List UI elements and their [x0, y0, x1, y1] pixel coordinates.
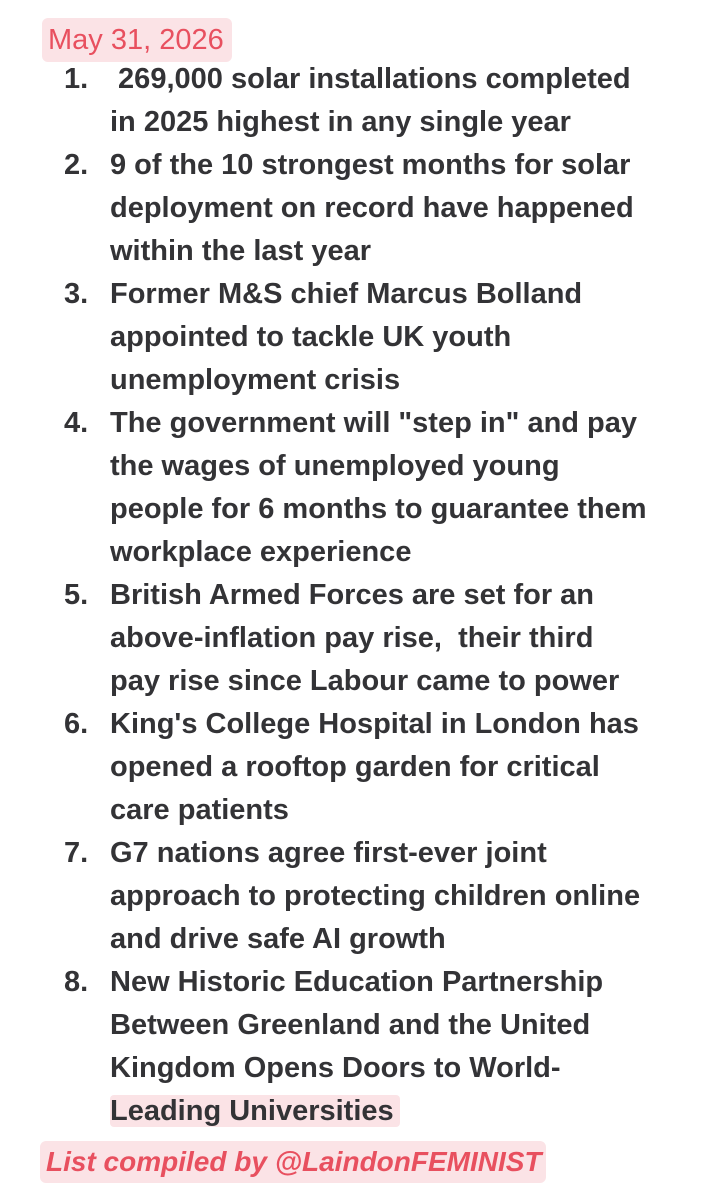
item-text	[110, 703, 700, 832]
list-item	[0, 703, 721, 832]
item-line	[110, 1090, 700, 1133]
item-line: above-inflation pay rise, their third	[110, 622, 594, 654]
item-line: New Historic Education Partnership	[110, 966, 604, 998]
item-text	[110, 402, 700, 574]
item-line: 9 of the 10 strongest months for solar	[110, 149, 631, 181]
date-heading: May 31, 2026	[42, 18, 232, 62]
item-line: care patients	[110, 794, 289, 826]
item-line: workplace experience	[110, 536, 412, 568]
item-number: 7.	[64, 837, 89, 869]
list-item	[0, 144, 721, 273]
item-line: British Armed Forces are set for an	[110, 579, 595, 611]
item-line: in 2025 highest in any single year	[110, 106, 571, 138]
item-line: deployment on record have happened	[110, 192, 634, 224]
item-number: 5.	[64, 579, 89, 611]
item-line: within the last year	[110, 235, 372, 267]
item-text	[110, 144, 700, 273]
item-line: Between Greenland and the United	[110, 1009, 591, 1041]
credit-line: List compiled by @LaindonFEMINIST	[40, 1141, 546, 1183]
list-item	[0, 58, 721, 144]
item-line: people for 6 months to guarantee them	[110, 493, 647, 525]
list-item	[0, 402, 721, 574]
item-line: unemployment crisis	[110, 364, 401, 396]
list-item	[0, 832, 721, 961]
item-line: appointed to tackle UK youth	[110, 321, 512, 353]
list-item	[0, 273, 721, 402]
news-list	[0, 58, 721, 1133]
selected-text-highlight: Leading Universities	[110, 1095, 400, 1127]
item-number: 8.	[64, 966, 89, 998]
item-line: The government will "step in" and pay	[110, 407, 638, 439]
item-line: Kingdom Opens Doors to World-	[110, 1052, 561, 1084]
item-number: 2.	[64, 149, 89, 181]
item-line: pay rise since Labour came to power	[110, 665, 620, 697]
item-number: 6.	[64, 708, 89, 740]
item-number: 3.	[64, 278, 89, 310]
list-item	[0, 574, 721, 703]
item-line: 269,000 solar installations completed	[110, 63, 631, 95]
item-line: the wages of unemployed young	[110, 450, 560, 482]
item-number: 4.	[64, 407, 89, 439]
item-line: opened a rooftop garden for critical	[110, 751, 600, 783]
list-item	[0, 961, 721, 1133]
item-line: G7 nations agree first-ever joint	[110, 837, 547, 869]
item-line: and drive safe AI growth	[110, 923, 446, 955]
item-line: Former M&S chief Marcus Bolland	[110, 278, 583, 310]
item-text	[110, 961, 700, 1133]
item-line: King's College Hospital in London has	[110, 708, 639, 740]
item-line: approach to protecting children online	[110, 880, 641, 912]
item-text	[110, 58, 700, 144]
item-text	[110, 273, 700, 402]
item-number: 1.	[64, 63, 89, 95]
item-text	[110, 832, 700, 961]
item-text	[110, 574, 700, 703]
